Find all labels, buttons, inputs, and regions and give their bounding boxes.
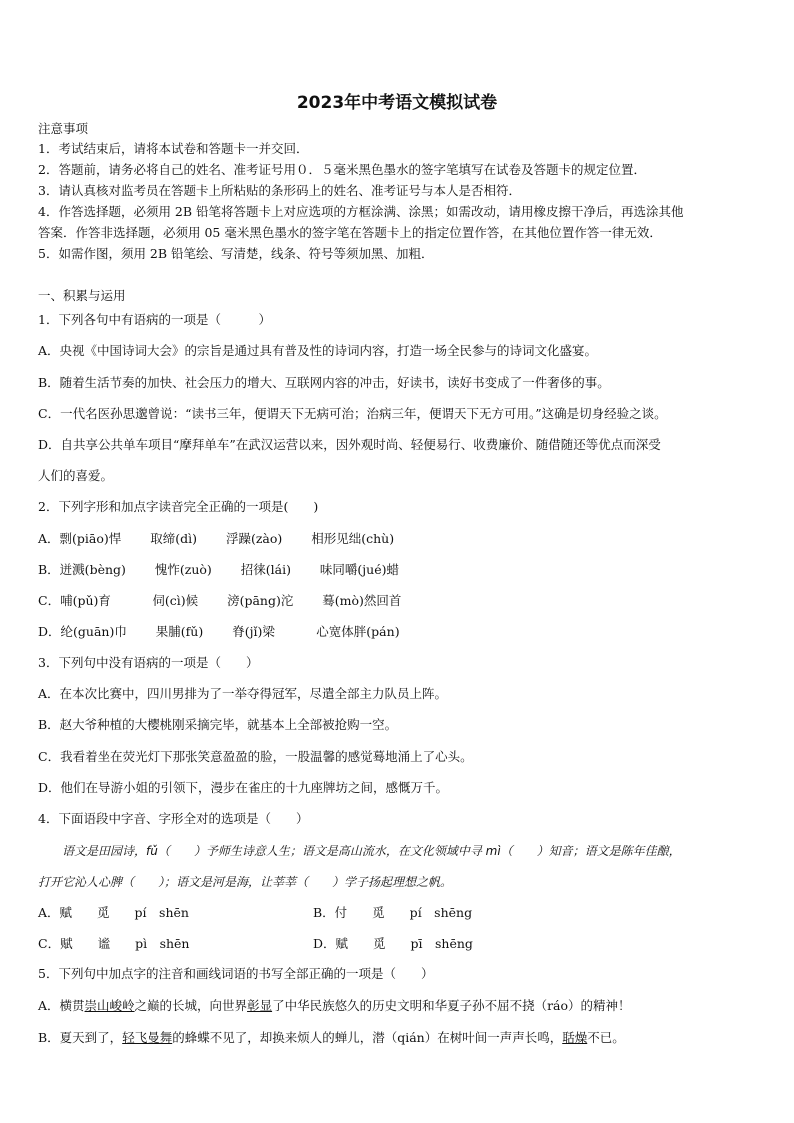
option-a <box>38 998 631 1014</box>
notice-heading: 注意事项 <box>38 121 89 136</box>
notice-item: 答案．作答非选择题，必须用 05 毫米黑色墨水的签字笔在答题卡上的指定位置作答，在其他位置作答一律无效． <box>38 225 662 240</box>
underlined-phrase: 轻飞曼舞 <box>122 1030 173 1045</box>
option-d: D．他们在导游小姐的引领下，漫步在雀庄的十九座牌坊之间，感慨万千。 <box>38 780 449 795</box>
option-d: D．赋 觅 pī shēng <box>313 936 473 951</box>
option-c: C．哺(pǔ)育 伺(cì)候 滂(pāng)沱 蓦(mò)然回首 <box>38 593 402 608</box>
option-a: A．赋 觅 pí shēn <box>38 905 189 920</box>
option-a: A．剽(piāo)悍 取缔(dì) 浮躁(zào) 相形见绌(chù) <box>38 531 395 546</box>
option-text: A．横贯 <box>38 998 85 1013</box>
underlined-phrase: 聒燥 <box>562 1030 588 1045</box>
section-heading: 一、积累与运用 <box>38 288 126 303</box>
notice-item: 4．作答选择题，必须用 2B 铅笔将答题卡上对应选项的方框涂满、涂黑；如需改动，请用橡皮擦干净后，再选涂其他 <box>38 204 684 219</box>
option-b: B．迸溅(bèng) 愧怍(zuò) 招徕(lái) 味同嚼(jué)蜡 <box>38 562 400 577</box>
notice-item: 5．如需作图，须用 2B 铅笔绘、写清楚，线条、符号等须加黑、加粗． <box>38 246 434 261</box>
underlined-phrase: 崇山峻岭 <box>84 998 135 1013</box>
option-d-continued: 人们的喜爱。 <box>38 468 114 483</box>
option-text: 之巅的长城，向世界 <box>134 998 248 1013</box>
option-c: C．赋 谧 pì shēn <box>38 936 190 951</box>
page-title: 2023年中考语文模拟试卷 <box>296 93 498 113</box>
notice-item: 2．答题前，请务必将自己的姓名、准考证号用０．５毫米黑色墨水的签字笔填写在试卷及答题卡的规定位置． <box>38 162 646 177</box>
passage-line: 打开它沁人心脾（ ）；语文是河是海，让莘莘（ ）学子扬起理想之帆。 <box>38 875 453 889</box>
question-stem: 1．下列各句中有语病的一项是（ ） <box>38 312 271 327</box>
notice-item: 3．请认真核对监考员在答题卡上所粘贴的条形码上的姓名、准考证号与本人是否相符． <box>38 183 521 198</box>
option-text: B．夏天到了， <box>38 1030 123 1045</box>
option-c: C．一代名医孙思邈曾说：“读书三年，便谓天下无病可治；治病三年，便谓天下无方可用。”这确是切身经验之谈。 <box>38 406 667 421</box>
option-a: A．央视《中国诗词大会》的宗旨是通过具有普及性的诗词内容，打造一场全民参与的诗词文化盛宴。 <box>38 343 598 358</box>
question-stem: 5．下列句中加点字的注音和画线词语的书写全部正确的一项是（ ） <box>38 966 434 981</box>
option-b <box>38 1030 625 1046</box>
option-b: B．付 觅 pí shēng <box>313 905 473 920</box>
option-b: B．赵大爷种植的大樱桃刚采摘完毕，就基本上全部被抢购一空。 <box>38 717 398 732</box>
option-text: 的蜂蝶不见了，却换来烦人的蝉儿，潜（qián）在树叶间一声声长鸣， <box>172 1030 563 1045</box>
option-a: A．在本次比赛中，四川男排为了一举夺得冠军，尽遣全部主力队员上阵。 <box>38 686 448 701</box>
option-b: B．随着生活节奏的加快、社会压力的增大、互联网内容的冲击，好读书，读好书变成了一件奢侈的事。 <box>38 375 610 390</box>
notice-item: 1．考试结束后，请将本试卷和答题卡一并交回． <box>38 141 309 156</box>
passage-line: 语文是田园诗，fǔ（ ）予师生诗意人生；语文是高山流水，在文化领域中寻 mì（ ）知音；语文是陈年佳酿， <box>38 844 681 858</box>
question-stem: 2．下列字形和加点字读音完全正确的一项是( ) <box>38 499 319 514</box>
option-d: D．自共享公共单车项目“摩拜单车”在武汉运营以来，因外观时尚、轻便易行、收费廉价、随借随还等优点而深受 <box>38 437 661 452</box>
option-text: 不已。 <box>587 1030 625 1045</box>
question-stem: 4．下面语段中字音、字形全对的选项是（ ） <box>38 811 309 826</box>
option-text: 了中华民族悠久的历史文明和华夏子孙不屈不挠（ráo）的精神！ <box>272 998 631 1013</box>
option-c: C．我看着坐在荧光灯下那张笑意盈盈的脸，一股温馨的感觉蓦地涌上了心头。 <box>38 749 473 764</box>
option-d: D．纶(guān)巾 果脯(fǔ) 脊(jǐ)梁 心宽体胖(pán) <box>38 624 400 639</box>
underlined-phrase: 彰显 <box>247 998 273 1013</box>
question-stem: 3．下列句中没有语病的一项是（ ） <box>38 655 259 670</box>
